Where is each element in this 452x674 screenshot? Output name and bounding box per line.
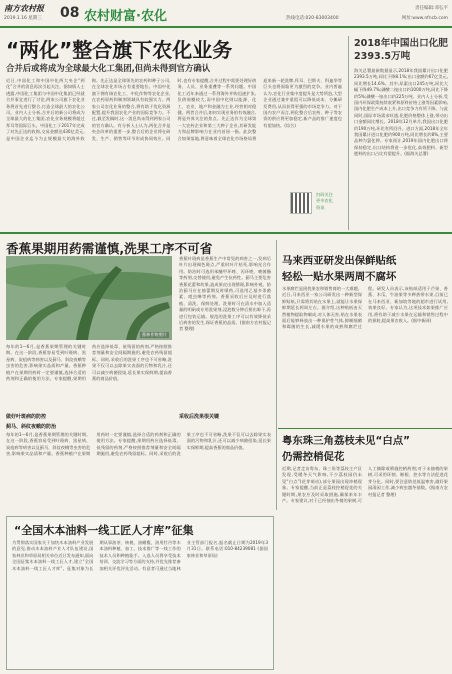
side-body: 海关总署最新数据显示,2018年我国累计出口化肥2393.5万吨,同比下降8.1%;出口金额约67亿美元,同比增长14.6%。其中,尿素出口245万吨,同比大幅下降49.7%;磷酸二铵出口约1000万吨,同比下降约5%;磷酸一铵出口约225万吨。业内人士分析,受国内环保政策持续收紧和原料价格上涨等因素影响,国内化肥生产成本上升,出口竞争力有所下降。与此同时,国际市场需求旺盛,化肥价格整体上涨,带动出口金额同比增长。2018年12月单月,我国出口化肥约190万吨,环比有所回升。进口方面,2018年全年我国累计进口化肥约900万吨,同比增长约8%,主要品种为氯化钾。专家预计,2019年国内化肥出口将保持稳定,出口结构将进一步优化,高效肥料、新型肥料的出口占比有望提升。(据海关总署) (354, 68, 448, 157)
lead-bottom-rule (0, 232, 452, 234)
banana-body-3: 每年的1—6月,是香蕉果期管理的关键时期。在这一阶段,香蕉容易受到叶斑病、黑星病、炭疽病等病害以及蓟马、斜纹夜蛾等虫害的危害,影响果实品质和产量。香蕉种植户在果期用药时一定要谨慎,选择合适的药剂和正确的使用方法。专家提醒,果期用药应选择低毒、低残留的药剂,严格按照推荐剂量和安全间隔期施用,避免农药残留超标。同时,采收后的洗果工序也不可省略,洗果不仅可以去除果实表面的污物和乳汁,还可以减少病菌侵染,延长果实保鲜期,提高香蕉的商品价值。 (6, 432, 271, 457)
lead-title: “两化”整合旗下农化业务 (6, 38, 233, 62)
masthead-rule (0, 26, 452, 28)
lead-body: 近日,中国化工和中国中化两大央企“两化”合并的消息再次引起关注。据知情人士透露,中国化工集团与中国中化集团已经就合并事宜进行了讨论,两家公司旗下农化业务将首先进行整合,打造全球最大的农化公司。业内人士分析,合并后的新公司将成为全球最大的化工集团,农化业务规模将超过拜耳等国际巨头。中国化工于2017年完成了对先正达的收购,交易金额达430亿美元,是中国企业迄今为止规模最大的海外收购。先正达是全球领先的农药和种子公司,在全球农化市场占有重要地位。中国中化旗下拥有扬农化工、中化作物等农化企业,在农药原药和制剂领域具有较强实力。两家公司农化业务的整合,将有助于优化资源配置,提升我国农化产业的国际竞争力。不过,截至发稿时,这一消息尚未得到两家公司的官方确认。有分析人士认为,两化合并是央企改革的重要一步,整合后的企业将在研发、生产、销售等环节形成协同效应。同时,也有专家提醒,合并过程中需要处理好债务、人员、业务重叠等一系列问题。中国化工近年来通过一系列海外并购迅速扩张,负债规模较大,而中国中化则以能源、化工、农业、地产和金融为主业,经营相对稳健。两者合并后,如何实现业务的有效融合,将是外界关注的焦点。先正达作为全球第一大农药企业和第三大种子企业,其研发能力和品牌影响力在业内首屈一指。此次整合如果落地,将意味着全球农化市场格局将迎来新一轮洗牌,拜耳、巴斯夫、科迪华等巨头也将面临更为激烈的竞争。业内普遍认为,农化行业集中度提升是大势所趋,大型企业通过兼并重组可以降低成本、分摊研发费用,从而获得更强的市场竞争力。对于国内农户而言,两化整合后农药、种子等农资的供应将更加稳定,新产品的推广速度也有望加快。(综合) (6, 78, 342, 141)
lychee-subtitle: 仍需控梢促花 (282, 451, 345, 463)
malaysia-body: 水果腐烂是困扰果农和销售商的一大难题。近日,马来西亚一家公司研发出一种新型保鲜贴纸,只需将其贴在水果上,就能让水果保鲜期延长两周左右。据介绍,这种贴纸由天然植物提取物制成,对人体无害,贴在水果表面后能够释放出一种保护性气体,抑制细菌和霉菌的生长,减缓水果的成熟和腐烂过程。研发人员表示,该贴纸适用于芒果、香蕉、木瓜、牛油果等多种热带水果,目前已在马来西亚、新加坡等地的超市进行试用,效果良好。专家认为,这项技术如果推广应用,将有助于减少水果在运输和销售过程中的损耗,提高果农收入。(据中新网) (282, 286, 448, 330)
photo-caption: 蕉林作物照片 (141, 332, 167, 337)
banana-subhead-2: 蓟马、斜纹夜蛾的防治 (6, 424, 57, 430)
masthead (0, 0, 452, 26)
banana-title: 香蕉果期用药需谨慎,洗果工序不可省 (6, 241, 213, 256)
woodoil-title: “全国木本油料一线工匠人才库”征集 (14, 524, 194, 537)
page-number: 08 (60, 5, 80, 21)
malaysia-title: 马来西亚研发出保鲜贴纸 (282, 255, 397, 267)
banana-subhead-1: 做好叶斑病的防控 (6, 414, 47, 420)
woodoil-body: 为贯彻落实国家关于加快木本油料产业发展的意见,推动木本油料产业人才队伍建设,国家林业和草原局相关单位近日发布通知,面向全国征集木本油料一线工匠人才,建立“全国木本油料一线工匠人才库”。征集对象为长期从事油茶、核桃、油橄榄、油用牡丹等木本油料种植、加工、技术推广等一线工作的技术人员和种植能手。入选人员将享受技术培训、交流学习等方面的支持,并优先推荐参加相关评优评先活动。有意者可通过当地林业主管部门报名,报名截止日期为2019年3月31日。联系电话:010-84239081 (据国家林业和草原局) (12, 540, 268, 571)
banana-plant-image (6, 256, 172, 340)
banana-body-2: 香蕉叶斑病是香蕉生产中常见的病害之一,发病后叶片出现褐色斑点,严重时叶片枯死,影响光合作用。防治时可选用苯醚甲环唑、丙环唑、嘧菌酯等药剂,交替使用,避免产生抗药性。蓟马主要危害香蕉花蕾和幼果,造成果皮出现锈斑,影响外观。防治蓟马应在抽蕾期及时喷药,可选用乙基多杀菌素、吡虫啉等药剂。香蕉采收后应及时进行落梳、清洗、保鲜处理。洗果时可在清水中加入适量的明矾或专用洗果剂,浸泡数分钟后捞出晾干,再进行包装运输。规范的洗果工序可以有效降低采后病害的发生,保证香蕉的品质。(据南方农村报记者 整理) (179, 256, 271, 332)
malaysia-subtitle: 轻松一贴水果两周不腐坏 (282, 271, 397, 283)
issue-date: 2019.1.16 星期三 (4, 16, 42, 21)
lychee-body: 近期,记者走访粤东、珠三角等荔枝主产区发现,受暖冬天气影响,不少荔枝园仍未见“白点”(花芽萌动),部分果园出现冲梢现象。专家提醒,当前正是荔枝控梢促花的关键时期,果农应及时采取措施,确保来年丰产。专家建议,对于已经抽出冬梢的果树,可人工摘除或喷施控梢药剂;对于未抽梢的果树,可采用环割、断根、控水等方法促进花芽分化。同时,要注意防范低温寒害,做好果园清园工作,减少病虫越冬基数。(据南方农村报记者 整理) (282, 466, 448, 504)
website: 网址:www.nfncb.com (401, 16, 448, 21)
banana-photo (6, 256, 172, 340)
editor-line: 责任编辑:邓弘平 (414, 6, 448, 11)
hotline: 热线电话:020-83003400 (286, 16, 339, 21)
side-title: 2018年中国出口化肥2393.5万吨 (354, 38, 448, 62)
qr-caption: 扫码关注 更多农化 资讯 (316, 192, 333, 210)
banana-subhead-3: 采收后洗果很关键 (179, 414, 220, 420)
mid-divider (276, 240, 277, 510)
side-divider (348, 36, 349, 230)
qr-code (290, 192, 312, 214)
lead-subtitle: 合并后或将成为全球最大化工集团,但尚未得到官方确认 (6, 63, 211, 73)
newspaper-logo: 南方农村报 (4, 4, 44, 13)
banana-body-1: 每年的1—6月,是香蕉果期管理的关键时期。在这一阶段,香蕉容易受到叶斑病、黑星病、炭疽病等病害以及蓟马、斜纹夜蛾等虫害的危害,影响果实品质和产量。香蕉种植户在果期用药时一定要谨慎,选择合适的药剂和正确的使用方法。专家提醒,果期用药应选择低毒、低残留的药剂,严格按照推荐剂量和安全间隔期施用,避免农药残留超标。同时,采收后的洗果工序也不可省略,洗果不仅可以去除果实表面的污物和乳汁,还可以减少病菌侵染,延长果实保鲜期,提高香蕉的商品价值。 (6, 344, 172, 382)
lychee-title: 粤东珠三角荔枝未见“白点” (282, 435, 410, 447)
lychee-top-rule (278, 428, 452, 429)
section-title: 农村财富·农化 (84, 9, 167, 24)
